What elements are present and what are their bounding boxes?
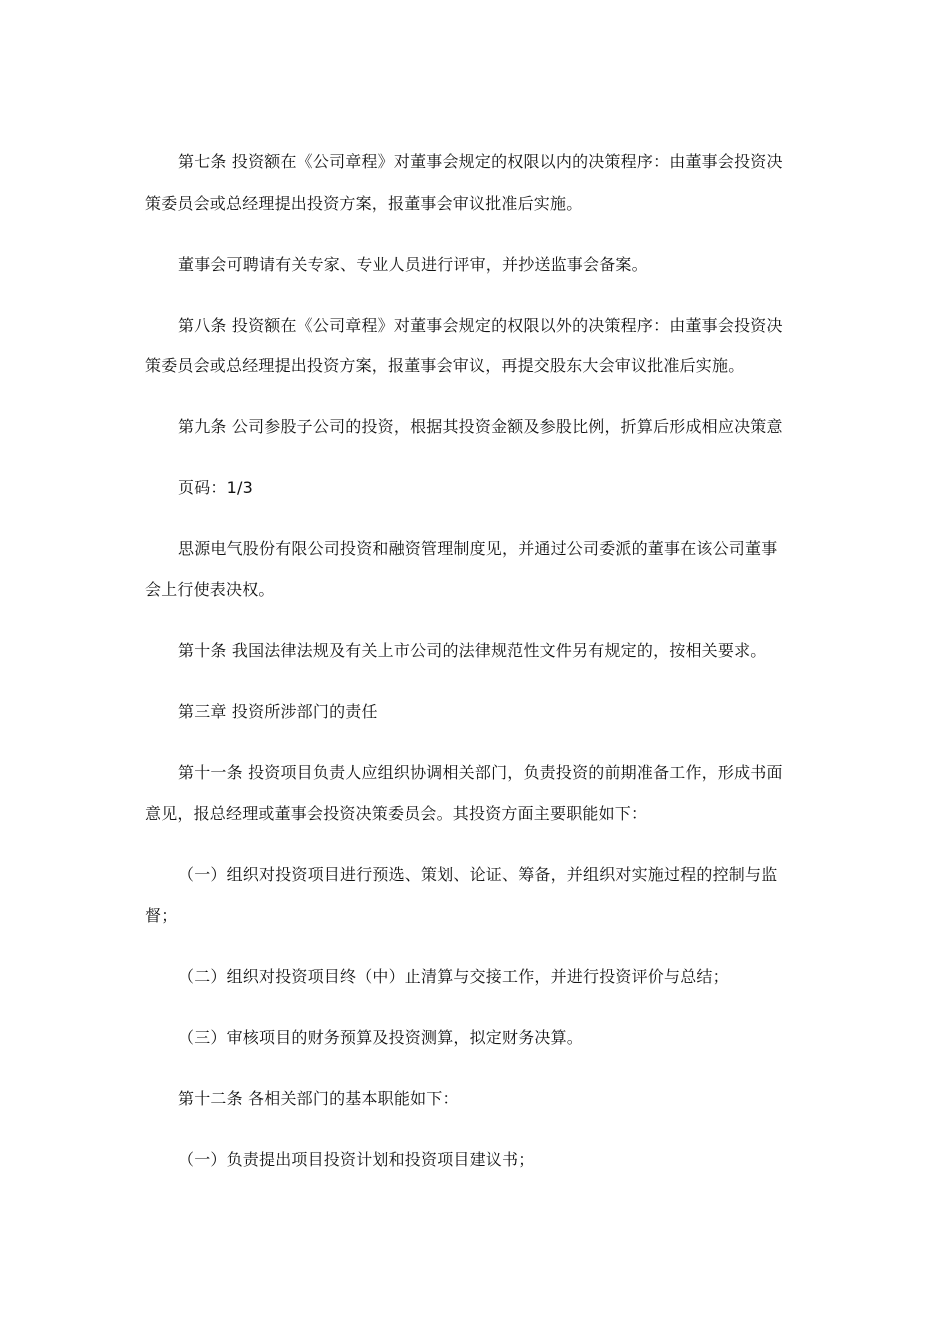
article-8-line-1: 第八条 投资额在《公司章程》对董事会规定的权限以外的决策程序：由董事会投资决 xyxy=(178,316,783,335)
article-12-item-1: （一）负责提出项目投资计划和投资项目建议书； xyxy=(178,1150,535,1169)
chapter-3-heading: 第三章 投资所涉部门的责任 xyxy=(178,702,378,721)
article-11-line-1: 第十一条 投资项目负责人应组织协调相关部门，负责投资的前期准备工作，形成书面 xyxy=(178,763,783,782)
article-12-line: 第十二条 各相关部门的基本职能如下： xyxy=(178,1089,459,1108)
article-11-item-2: （二）组织对投资项目终（中）止清算与交接工作，并进行投资评价与总结； xyxy=(178,967,729,986)
article-7-line-1: 第七条 投资额在《公司章程》对董事会规定的权限以内的决策程序：由董事会投资决 xyxy=(178,152,783,171)
article-9-continuation-line-2: 会上行使表决权。 xyxy=(145,580,275,599)
article-10-line: 第十条 我国法律法规及有关上市公司的法律规范性文件另有规定的，按相关要求。 xyxy=(178,641,767,660)
article-9-continuation-line-1: 思源电气股份有限公司投资和融资管理制度见，并通过公司委派的董事在该公司董事 xyxy=(178,539,778,558)
article-7-line-2: 策委员会或总经理提出投资方案，报董事会审议批准后实施。 xyxy=(145,194,583,213)
article-11-item-1-line-1: （一）组织对投资项目进行预选、策划、论证、筹备，并组织对实施过程的控制与监 xyxy=(178,865,778,884)
article-9-line-1: 第九条 公司参股子公司的投资，根据其投资金额及参股比例，折算后形成相应决策意 xyxy=(178,417,783,436)
board-review-line: 董事会可聘请有关专家、专业人员进行评审，并抄送监事会备案。 xyxy=(178,255,648,274)
article-11-item-1-line-2: 督； xyxy=(145,906,178,925)
page-number: 页码：1/3 xyxy=(178,478,253,497)
article-11-line-2: 意见，报总经理或董事会投资决策委员会。其投资方面主要职能如下： xyxy=(145,804,648,823)
article-8-line-2: 策委员会或总经理提出投资方案，报董事会审议，再提交股东大会审议批准后实施。 xyxy=(145,356,745,375)
article-11-item-3: （三）审核项目的财务预算及投资测算，拟定财务决算。 xyxy=(178,1028,584,1047)
